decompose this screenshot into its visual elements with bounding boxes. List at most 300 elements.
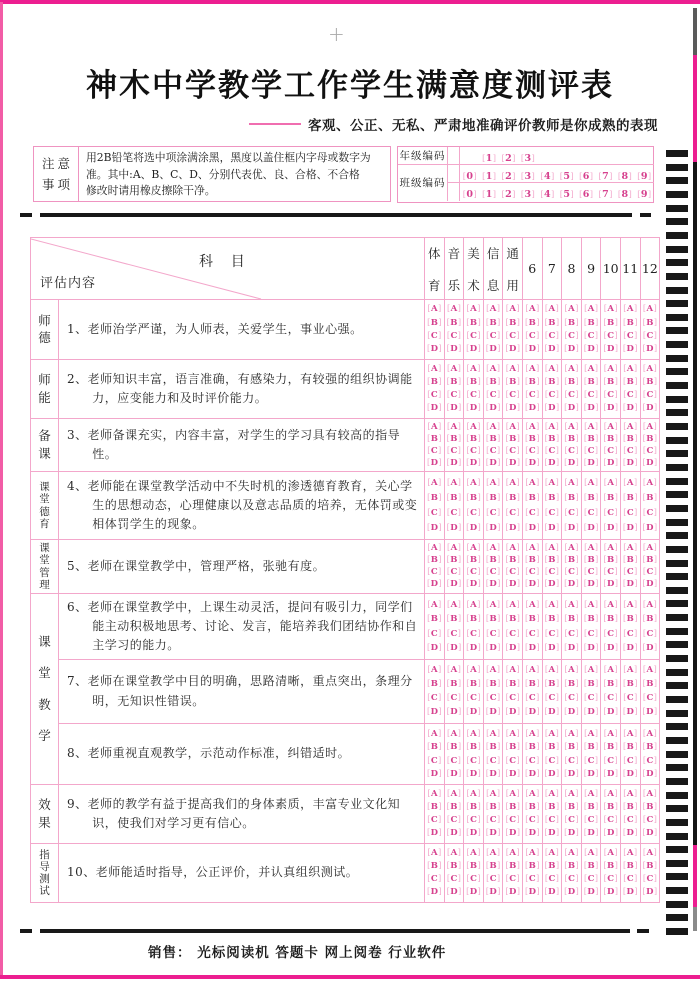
option-bubble-a[interactable]: [A] xyxy=(603,421,618,432)
option-bubble-b[interactable]: [B] xyxy=(544,742,560,752)
option-bubble-d[interactable]: [D] xyxy=(485,579,501,590)
option-bubble-a[interactable]: [A] xyxy=(584,304,598,315)
option-bubble-b[interactable]: [B] xyxy=(485,555,501,566)
class-digit-bubble[interactable]: [4] xyxy=(540,170,555,182)
option-bubble-a[interactable]: [A] xyxy=(642,543,657,554)
option-bubble-c[interactable]: [C] xyxy=(642,507,657,518)
option-bubble-a[interactable]: [A] xyxy=(603,477,618,488)
option-bubble-b[interactable]: [B] xyxy=(466,433,481,444)
option-bubble-c[interactable]: [C] xyxy=(623,445,638,456)
option-bubble-c[interactable]: [C] xyxy=(623,815,638,826)
option-bubble-b[interactable]: [B] xyxy=(583,679,599,690)
option-bubble-c[interactable]: [C] xyxy=(446,390,461,401)
option-bubble-c[interactable]: [C] xyxy=(544,693,559,704)
option-bubble-b[interactable]: [B] xyxy=(642,377,658,388)
option-bubble-a[interactable]: [A] xyxy=(642,599,657,610)
option-bubble-b[interactable]: [B] xyxy=(505,317,520,328)
option-bubble-d[interactable]: [D] xyxy=(426,769,442,779)
option-bubble-b[interactable]: [B] xyxy=(564,433,579,444)
option-bubble-a[interactable]: [A] xyxy=(427,543,442,554)
option-bubble-c[interactable]: [C] xyxy=(486,874,501,885)
option-bubble-b[interactable]: [B] xyxy=(505,614,520,624)
class-digit-bubble[interactable]: [3] xyxy=(520,170,535,182)
option-bubble-a[interactable]: [A] xyxy=(486,728,500,739)
option-bubble-d[interactable]: [D] xyxy=(446,522,462,533)
option-bubble-d[interactable]: [D] xyxy=(622,579,638,590)
option-bubble-c[interactable]: [C] xyxy=(427,693,442,704)
option-bubble-d[interactable]: [D] xyxy=(485,828,501,839)
option-bubble-a[interactable]: [A] xyxy=(642,789,657,800)
option-bubble-c[interactable]: [C] xyxy=(642,445,657,456)
option-bubble-b[interactable]: [B] xyxy=(505,555,520,566)
option-bubble-a[interactable]: [A] xyxy=(446,477,461,488)
option-bubble-a[interactable]: [A] xyxy=(642,477,657,488)
option-bubble-a[interactable]: [A] xyxy=(544,728,559,739)
option-bubble-c[interactable]: [C] xyxy=(584,874,599,885)
option-bubble-c[interactable]: [C] xyxy=(486,507,501,518)
option-bubble-b[interactable]: [B] xyxy=(603,679,618,690)
option-bubble-b[interactable]: [B] xyxy=(544,492,560,503)
option-bubble-d[interactable]: [D] xyxy=(603,769,618,779)
option-bubble-c[interactable]: [C] xyxy=(584,693,599,704)
option-bubble-b[interactable]: [B] xyxy=(505,802,520,813)
option-bubble-d[interactable]: [D] xyxy=(603,522,618,533)
class-digit-bubble[interactable]: [0] xyxy=(462,170,477,182)
option-bubble-a[interactable]: [A] xyxy=(603,599,618,610)
option-bubble-d[interactable]: [D] xyxy=(622,769,638,779)
option-bubble-b[interactable]: [B] xyxy=(446,492,462,503)
option-bubble-b[interactable]: [B] xyxy=(544,433,560,444)
option-bubble-c[interactable]: [C] xyxy=(525,330,540,341)
option-bubble-a[interactable]: [A] xyxy=(584,543,598,554)
option-bubble-b[interactable]: [B] xyxy=(466,802,481,813)
option-bubble-a[interactable]: [A] xyxy=(446,364,461,375)
option-bubble-a[interactable]: [A] xyxy=(623,543,638,554)
option-bubble-b[interactable]: [B] xyxy=(466,555,481,566)
class-digit-bubble[interactable]: [1] xyxy=(482,170,497,182)
option-bubble-b[interactable]: [B] xyxy=(466,317,481,328)
class-digit-bubble[interactable]: [0] xyxy=(462,189,477,200)
option-bubble-b[interactable]: [B] xyxy=(623,679,638,690)
option-bubble-c[interactable]: [C] xyxy=(525,507,540,518)
option-bubble-b[interactable]: [B] xyxy=(446,614,462,624)
option-bubble-d[interactable]: [D] xyxy=(485,457,501,468)
option-bubble-d[interactable]: [D] xyxy=(642,457,658,468)
class-digit-bubble[interactable]: [5] xyxy=(559,189,574,200)
option-bubble-c[interactable]: [C] xyxy=(466,507,481,518)
option-bubble-c[interactable]: [C] xyxy=(427,330,442,341)
option-bubble-c[interactable]: [C] xyxy=(642,390,657,401)
option-bubble-c[interactable]: [C] xyxy=(642,628,657,639)
option-bubble-c[interactable]: [C] xyxy=(525,567,540,578)
option-bubble-d[interactable]: [D] xyxy=(524,643,540,653)
option-bubble-d[interactable]: [D] xyxy=(642,828,658,839)
option-bubble-d[interactable]: [D] xyxy=(642,707,658,718)
option-bubble-c[interactable]: [C] xyxy=(525,628,540,639)
option-bubble-c[interactable]: [C] xyxy=(623,507,638,518)
option-bubble-d[interactable]: [D] xyxy=(642,579,658,590)
option-bubble-a[interactable]: [A] xyxy=(603,665,618,676)
option-bubble-c[interactable]: [C] xyxy=(505,390,520,401)
option-bubble-c[interactable]: [C] xyxy=(525,874,540,885)
option-bubble-a[interactable]: [A] xyxy=(525,477,540,488)
option-bubble-b[interactable]: [B] xyxy=(485,317,501,328)
option-bubble-b[interactable]: [B] xyxy=(525,679,540,690)
option-bubble-b[interactable]: [B] xyxy=(446,861,462,872)
option-bubble-d[interactable]: [D] xyxy=(446,887,462,898)
option-bubble-b[interactable]: [B] xyxy=(603,317,618,328)
option-bubble-a[interactable]: [A] xyxy=(505,848,520,859)
option-bubble-b[interactable]: [B] xyxy=(505,433,520,444)
option-bubble-d[interactable]: [D] xyxy=(426,887,442,898)
grade-digit-bubble[interactable]: [2] xyxy=(501,152,516,164)
option-bubble-d[interactable]: [D] xyxy=(505,643,520,653)
option-bubble-d[interactable]: [D] xyxy=(426,403,442,414)
option-bubble-d[interactable]: [D] xyxy=(622,828,638,839)
option-bubble-d[interactable]: [D] xyxy=(446,457,462,468)
option-bubble-c[interactable]: [C] xyxy=(505,628,520,639)
option-bubble-b[interactable]: [B] xyxy=(603,433,618,444)
option-bubble-a[interactable]: [A] xyxy=(525,421,540,432)
option-bubble-b[interactable]: [B] xyxy=(603,492,618,503)
option-bubble-a[interactable]: [A] xyxy=(642,421,657,432)
option-bubble-a[interactable]: [A] xyxy=(486,665,500,676)
option-bubble-c[interactable]: [C] xyxy=(642,874,657,885)
option-bubble-c[interactable]: [C] xyxy=(623,755,638,766)
option-bubble-a[interactable]: [A] xyxy=(427,599,442,610)
option-bubble-b[interactable]: [B] xyxy=(466,679,481,690)
option-bubble-c[interactable]: [C] xyxy=(427,628,442,639)
option-bubble-c[interactable]: [C] xyxy=(525,693,540,704)
option-bubble-d[interactable]: [D] xyxy=(485,344,501,355)
option-bubble-d[interactable]: [D] xyxy=(466,457,481,468)
option-bubble-a[interactable]: [A] xyxy=(544,789,559,800)
option-bubble-a[interactable]: [A] xyxy=(427,421,442,432)
option-bubble-d[interactable]: [D] xyxy=(642,344,658,355)
option-bubble-c[interactable]: [C] xyxy=(466,755,481,766)
option-bubble-c[interactable]: [C] xyxy=(505,755,520,766)
option-bubble-a[interactable]: [A] xyxy=(466,364,481,375)
option-bubble-c[interactable]: [C] xyxy=(544,874,559,885)
option-bubble-b[interactable]: [B] xyxy=(525,802,540,813)
option-bubble-c[interactable]: [C] xyxy=(446,815,461,826)
option-bubble-c[interactable]: [C] xyxy=(427,507,442,518)
option-bubble-b[interactable]: [B] xyxy=(485,433,501,444)
option-bubble-a[interactable]: [A] xyxy=(505,665,520,676)
option-bubble-d[interactable]: [D] xyxy=(564,344,579,355)
option-bubble-c[interactable]: [C] xyxy=(603,330,618,341)
option-bubble-a[interactable]: [A] xyxy=(603,304,618,315)
option-bubble-b[interactable]: [B] xyxy=(583,742,599,752)
option-bubble-b[interactable]: [B] xyxy=(544,802,560,813)
option-bubble-c[interactable]: [C] xyxy=(584,815,599,826)
option-bubble-c[interactable]: [C] xyxy=(466,693,481,704)
option-bubble-a[interactable]: [A] xyxy=(486,304,500,315)
option-bubble-a[interactable]: [A] xyxy=(564,665,579,676)
option-bubble-c[interactable]: [C] xyxy=(603,390,618,401)
option-bubble-a[interactable]: [A] xyxy=(427,304,442,315)
option-bubble-a[interactable]: [A] xyxy=(564,304,579,315)
option-bubble-b[interactable]: [B] xyxy=(642,679,658,690)
option-bubble-a[interactable]: [A] xyxy=(525,728,540,739)
option-bubble-a[interactable]: [A] xyxy=(525,543,540,554)
option-bubble-b[interactable]: [B] xyxy=(525,317,540,328)
option-bubble-b[interactable]: [B] xyxy=(505,861,520,872)
option-bubble-c[interactable]: [C] xyxy=(584,507,599,518)
option-bubble-b[interactable]: [B] xyxy=(642,742,658,752)
option-bubble-b[interactable]: [B] xyxy=(564,317,579,328)
option-bubble-a[interactable]: [A] xyxy=(466,477,481,488)
option-bubble-d[interactable]: [D] xyxy=(603,344,618,355)
option-bubble-c[interactable]: [C] xyxy=(446,755,461,766)
option-bubble-c[interactable]: [C] xyxy=(584,390,599,401)
option-bubble-c[interactable]: [C] xyxy=(427,390,442,401)
option-bubble-c[interactable]: [C] xyxy=(427,815,442,826)
option-bubble-d[interactable]: [D] xyxy=(466,344,481,355)
option-bubble-b[interactable]: [B] xyxy=(583,433,599,444)
option-bubble-b[interactable]: [B] xyxy=(427,802,442,813)
option-bubble-b[interactable]: [B] xyxy=(564,377,579,388)
option-bubble-a[interactable]: [A] xyxy=(623,848,638,859)
option-bubble-d[interactable]: [D] xyxy=(642,887,658,898)
option-bubble-a[interactable]: [A] xyxy=(505,789,520,800)
option-bubble-d[interactable]: [D] xyxy=(622,457,638,468)
option-bubble-a[interactable]: [A] xyxy=(486,599,500,610)
option-bubble-a[interactable]: [A] xyxy=(544,599,559,610)
option-bubble-c[interactable]: [C] xyxy=(505,567,520,578)
option-bubble-a[interactable]: [A] xyxy=(505,421,520,432)
option-bubble-b[interactable]: [B] xyxy=(427,679,442,690)
option-bubble-c[interactable]: [C] xyxy=(486,628,501,639)
option-bubble-d[interactable]: [D] xyxy=(524,707,540,718)
option-bubble-a[interactable]: [A] xyxy=(486,421,500,432)
option-bubble-a[interactable]: [A] xyxy=(505,543,520,554)
option-bubble-c[interactable]: [C] xyxy=(525,755,540,766)
option-bubble-d[interactable]: [D] xyxy=(505,522,520,533)
option-bubble-c[interactable]: [C] xyxy=(603,445,618,456)
option-bubble-c[interactable]: [C] xyxy=(603,507,618,518)
class-digit-bubble[interactable]: [8] xyxy=(617,170,632,182)
option-bubble-c[interactable]: [C] xyxy=(603,567,618,578)
option-bubble-b[interactable]: [B] xyxy=(642,433,658,444)
option-bubble-c[interactable]: [C] xyxy=(466,330,481,341)
option-bubble-b[interactable]: [B] xyxy=(564,802,579,813)
option-bubble-d[interactable]: [D] xyxy=(642,522,658,533)
option-bubble-a[interactable]: [A] xyxy=(564,728,579,739)
option-bubble-a[interactable]: [A] xyxy=(486,848,500,859)
option-bubble-c[interactable]: [C] xyxy=(486,755,501,766)
option-bubble-c[interactable]: [C] xyxy=(584,755,599,766)
option-bubble-c[interactable]: [C] xyxy=(486,693,501,704)
option-bubble-b[interactable]: [B] xyxy=(485,742,501,752)
option-bubble-b[interactable]: [B] xyxy=(525,742,540,752)
option-bubble-c[interactable]: [C] xyxy=(446,330,461,341)
option-bubble-d[interactable]: [D] xyxy=(583,457,599,468)
option-bubble-d[interactable]: [D] xyxy=(426,579,442,590)
grade-digit-bubble[interactable]: [3] xyxy=(520,152,535,164)
option-bubble-a[interactable]: [A] xyxy=(603,728,618,739)
option-bubble-c[interactable]: [C] xyxy=(623,693,638,704)
class-digit-bubble[interactable]: [9] xyxy=(637,189,652,200)
option-bubble-b[interactable]: [B] xyxy=(466,742,481,752)
option-bubble-a[interactable]: [A] xyxy=(544,421,559,432)
option-bubble-a[interactable]: [A] xyxy=(623,304,638,315)
option-bubble-d[interactable]: [D] xyxy=(583,769,599,779)
option-bubble-d[interactable]: [D] xyxy=(544,344,560,355)
option-bubble-c[interactable]: [C] xyxy=(564,815,579,826)
option-bubble-a[interactable]: [A] xyxy=(505,477,520,488)
option-bubble-d[interactable]: [D] xyxy=(505,828,520,839)
option-bubble-b[interactable]: [B] xyxy=(603,742,618,752)
option-bubble-b[interactable]: [B] xyxy=(446,433,462,444)
option-bubble-d[interactable]: [D] xyxy=(564,828,579,839)
option-bubble-d[interactable]: [D] xyxy=(466,579,481,590)
option-bubble-d[interactable]: [D] xyxy=(544,579,560,590)
option-bubble-a[interactable]: [A] xyxy=(603,848,618,859)
option-bubble-b[interactable]: [B] xyxy=(466,861,481,872)
option-bubble-a[interactable]: [A] xyxy=(623,421,638,432)
class-digit-bubble[interactable]: [2] xyxy=(501,189,516,200)
option-bubble-a[interactable]: [A] xyxy=(544,848,559,859)
option-bubble-d[interactable]: [D] xyxy=(622,344,638,355)
option-bubble-d[interactable]: [D] xyxy=(485,403,501,414)
option-bubble-d[interactable]: [D] xyxy=(505,344,520,355)
option-bubble-b[interactable]: [B] xyxy=(642,492,658,503)
option-bubble-c[interactable]: [C] xyxy=(564,507,579,518)
option-bubble-c[interactable]: [C] xyxy=(603,815,618,826)
option-bubble-a[interactable]: [A] xyxy=(505,599,520,610)
option-bubble-d[interactable]: [D] xyxy=(603,643,618,653)
option-bubble-a[interactable]: [A] xyxy=(446,304,461,315)
option-bubble-a[interactable]: [A] xyxy=(544,543,559,554)
option-bubble-d[interactable]: [D] xyxy=(564,403,579,414)
option-bubble-d[interactable]: [D] xyxy=(466,522,481,533)
option-bubble-d[interactable]: [D] xyxy=(485,707,501,718)
option-bubble-a[interactable]: [A] xyxy=(466,848,481,859)
option-bubble-a[interactable]: [A] xyxy=(427,665,442,676)
class-digit-bubble[interactable]: [4] xyxy=(540,189,555,200)
option-bubble-a[interactable]: [A] xyxy=(584,364,598,375)
option-bubble-b[interactable]: [B] xyxy=(544,614,560,624)
option-bubble-a[interactable]: [A] xyxy=(466,421,481,432)
option-bubble-a[interactable]: [A] xyxy=(623,728,638,739)
option-bubble-a[interactable]: [A] xyxy=(584,728,598,739)
option-bubble-b[interactable]: [B] xyxy=(525,861,540,872)
option-bubble-b[interactable]: [B] xyxy=(427,742,442,752)
option-bubble-c[interactable]: [C] xyxy=(427,755,442,766)
option-bubble-c[interactable]: [C] xyxy=(427,874,442,885)
option-bubble-a[interactable]: [A] xyxy=(642,728,657,739)
option-bubble-d[interactable]: [D] xyxy=(485,643,501,653)
option-bubble-a[interactable]: [A] xyxy=(623,477,638,488)
option-bubble-b[interactable]: [B] xyxy=(427,861,442,872)
option-bubble-b[interactable]: [B] xyxy=(427,555,442,566)
option-bubble-c[interactable]: [C] xyxy=(466,874,481,885)
option-bubble-d[interactable]: [D] xyxy=(544,707,560,718)
option-bubble-a[interactable]: [A] xyxy=(623,364,638,375)
option-bubble-c[interactable]: [C] xyxy=(603,874,618,885)
option-bubble-d[interactable]: [D] xyxy=(505,457,520,468)
option-bubble-d[interactable]: [D] xyxy=(446,707,462,718)
option-bubble-d[interactable]: [D] xyxy=(622,887,638,898)
option-bubble-d[interactable]: [D] xyxy=(583,344,599,355)
option-bubble-c[interactable]: [C] xyxy=(584,628,599,639)
option-bubble-a[interactable]: [A] xyxy=(486,543,500,554)
option-bubble-a[interactable]: [A] xyxy=(564,848,579,859)
option-bubble-b[interactable]: [B] xyxy=(466,377,481,388)
option-bubble-b[interactable]: [B] xyxy=(446,742,462,752)
option-bubble-b[interactable]: [B] xyxy=(505,679,520,690)
option-bubble-d[interactable]: [D] xyxy=(564,887,579,898)
option-bubble-d[interactable]: [D] xyxy=(524,579,540,590)
option-bubble-d[interactable]: [D] xyxy=(544,403,560,414)
option-bubble-a[interactable]: [A] xyxy=(623,599,638,610)
option-bubble-b[interactable]: [B] xyxy=(505,377,520,388)
class-digit-bubble[interactable]: [6] xyxy=(579,170,593,182)
option-bubble-a[interactable]: [A] xyxy=(486,789,500,800)
option-bubble-a[interactable]: [A] xyxy=(584,848,598,859)
option-bubble-c[interactable]: [C] xyxy=(544,445,559,456)
option-bubble-c[interactable]: [C] xyxy=(623,330,638,341)
option-bubble-a[interactable]: [A] xyxy=(427,364,442,375)
option-bubble-a[interactable]: [A] xyxy=(603,364,618,375)
option-bubble-c[interactable]: [C] xyxy=(446,628,461,639)
option-bubble-a[interactable]: [A] xyxy=(564,599,579,610)
option-bubble-a[interactable]: [A] xyxy=(584,421,598,432)
class-digit-bubble[interactable]: [8] xyxy=(617,189,632,200)
option-bubble-c[interactable]: [C] xyxy=(564,390,579,401)
option-bubble-d[interactable]: [D] xyxy=(446,828,462,839)
option-bubble-d[interactable]: [D] xyxy=(426,522,442,533)
option-bubble-a[interactable]: [A] xyxy=(466,665,481,676)
option-bubble-a[interactable]: [A] xyxy=(642,848,657,859)
option-bubble-b[interactable]: [B] xyxy=(446,377,462,388)
option-bubble-b[interactable]: [B] xyxy=(544,679,560,690)
option-bubble-d[interactable]: [D] xyxy=(466,403,481,414)
option-bubble-d[interactable]: [D] xyxy=(583,887,599,898)
option-bubble-b[interactable]: [B] xyxy=(466,614,481,624)
option-bubble-c[interactable]: [C] xyxy=(584,330,599,341)
class-digit-bubble[interactable]: [7] xyxy=(598,189,613,200)
option-bubble-d[interactable]: [D] xyxy=(485,887,501,898)
option-bubble-d[interactable]: [D] xyxy=(524,403,540,414)
option-bubble-c[interactable]: [C] xyxy=(466,815,481,826)
option-bubble-c[interactable]: [C] xyxy=(486,567,501,578)
option-bubble-c[interactable]: [C] xyxy=(584,567,599,578)
option-bubble-c[interactable]: [C] xyxy=(564,628,579,639)
option-bubble-d[interactable]: [D] xyxy=(564,579,579,590)
option-bubble-d[interactable]: [D] xyxy=(544,887,560,898)
option-bubble-b[interactable]: [B] xyxy=(427,433,442,444)
option-bubble-d[interactable]: [D] xyxy=(642,403,658,414)
option-bubble-c[interactable]: [C] xyxy=(446,874,461,885)
option-bubble-a[interactable]: [A] xyxy=(525,848,540,859)
option-bubble-a[interactable]: [A] xyxy=(525,665,540,676)
option-bubble-b[interactable]: [B] xyxy=(466,492,481,503)
option-bubble-b[interactable]: [B] xyxy=(525,433,540,444)
option-bubble-b[interactable]: [B] xyxy=(427,614,442,624)
option-bubble-a[interactable]: [A] xyxy=(584,665,598,676)
option-bubble-d[interactable]: [D] xyxy=(622,643,638,653)
option-bubble-c[interactable]: [C] xyxy=(427,445,442,456)
option-bubble-d[interactable]: [D] xyxy=(524,769,540,779)
option-bubble-a[interactable]: [A] xyxy=(525,304,540,315)
option-bubble-d[interactable]: [D] xyxy=(466,887,481,898)
option-bubble-a[interactable]: [A] xyxy=(505,364,520,375)
option-bubble-b[interactable]: [B] xyxy=(544,317,560,328)
option-bubble-d[interactable]: [D] xyxy=(564,643,579,653)
option-bubble-a[interactable]: [A] xyxy=(623,789,638,800)
